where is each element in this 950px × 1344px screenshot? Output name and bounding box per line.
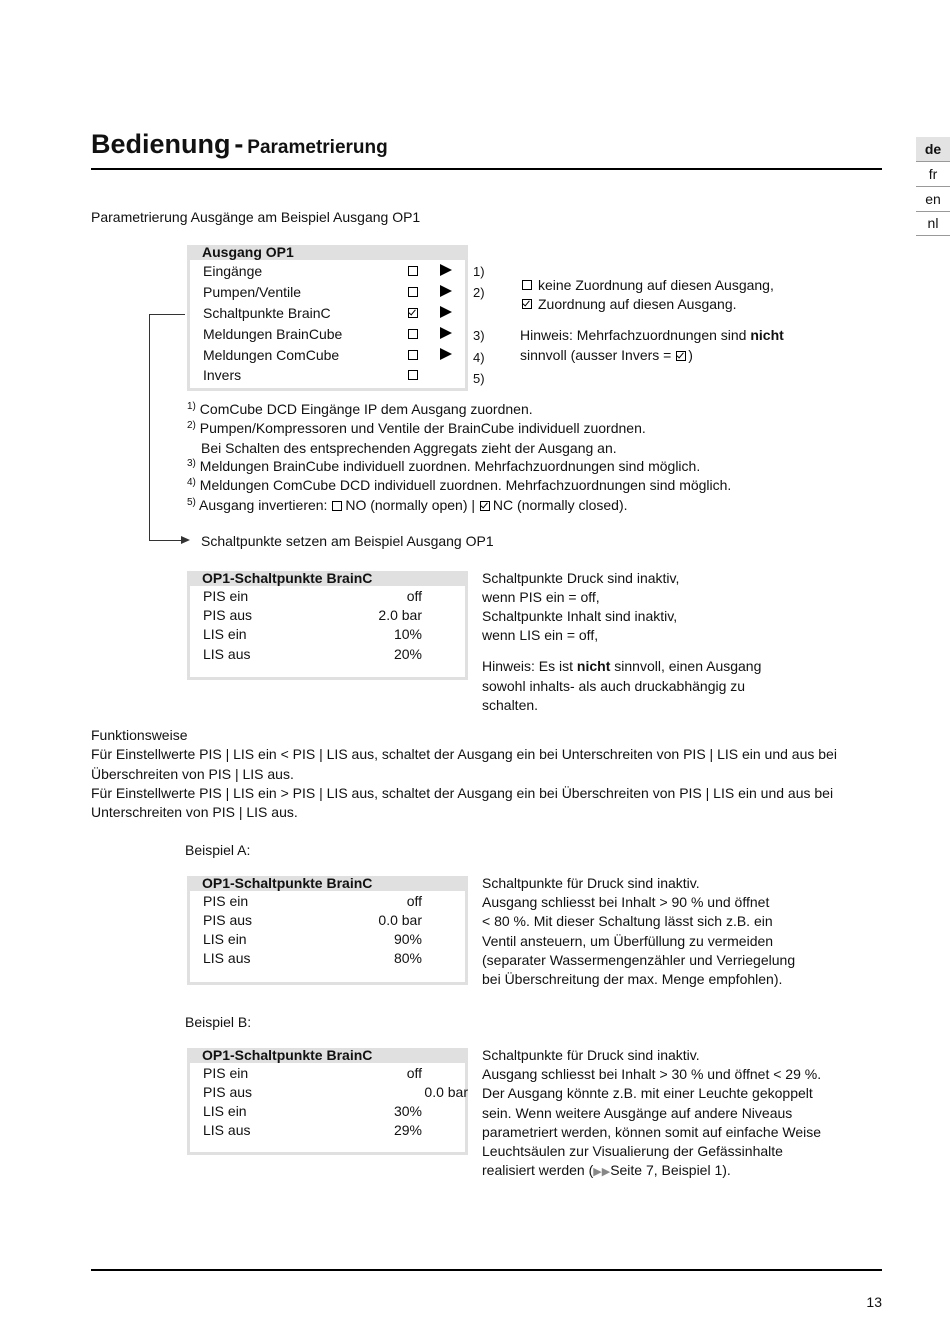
hint-text: Hinweis: Es ist bbox=[482, 658, 577, 674]
checkbox-checked-icon bbox=[479, 500, 493, 510]
note-line: sowohl inhalts- als auch druckabhängig zu bbox=[482, 677, 746, 694]
note-line: wenn LIS ein = off, bbox=[482, 627, 599, 643]
op1-row-label: Invers bbox=[203, 367, 242, 383]
op1-menu-title: Ausgang OP1 bbox=[190, 245, 465, 260]
page-number: 13 bbox=[866, 1294, 882, 1310]
note-line: wenn PIS ein = off, bbox=[482, 589, 600, 605]
checkbox-icon[interactable] bbox=[408, 329, 418, 339]
footnote bbox=[187, 497, 628, 513]
note-line: sein. Wenn weitere Ausgänge auf andere Niveaus bbox=[482, 1104, 793, 1121]
note-line: Ausgang schliesst bei Inhalt > 90 % und öffnet bbox=[482, 894, 770, 911]
note-line: Schaltpunkte Inhalt sind inaktiv, bbox=[482, 608, 678, 624]
ref-number: 2) bbox=[473, 285, 485, 300]
footnote bbox=[187, 401, 533, 417]
example-b-box bbox=[187, 1048, 468, 1155]
setpoint-value[interactable]: 29% bbox=[393, 1122, 422, 1138]
setpoint-label: PIS aus bbox=[203, 912, 253, 928]
hint-emphasis: nicht bbox=[750, 327, 784, 343]
intro-text: Parametrierung Ausgänge am Beispiel Ausgang OP1 bbox=[91, 209, 421, 225]
footnote-text: Bei Schalten des entsprechenden Aggregats zieht der Ausgang an. bbox=[201, 440, 617, 456]
section-heading: Funktionsweise bbox=[91, 727, 188, 743]
setpoint-value[interactable]: 90% bbox=[393, 931, 422, 947]
footnote bbox=[187, 420, 646, 436]
hint-multi-2 bbox=[520, 347, 693, 363]
note-line: Schaltpunkte für Druck sind inaktiv. bbox=[482, 875, 700, 891]
ref-number: 5) bbox=[473, 371, 485, 386]
setpoint-value[interactable]: 0.0 bar bbox=[424, 1084, 468, 1100]
setpoint-label: LIS aus bbox=[203, 1122, 251, 1138]
footnote bbox=[187, 458, 700, 474]
example-a-notes bbox=[482, 874, 795, 989]
checkbox-icon[interactable] bbox=[408, 370, 418, 380]
footnote-text: NC (normally closed). bbox=[492, 497, 628, 513]
lang-tab-fr[interactable]: fr bbox=[916, 162, 950, 187]
setpoint-value[interactable]: off bbox=[406, 893, 422, 909]
setpoint-value[interactable]: 20% bbox=[393, 646, 422, 662]
arrow-right-icon[interactable] bbox=[440, 348, 452, 360]
setpoint-value[interactable]: off bbox=[406, 588, 422, 604]
footnote-number: 3) bbox=[187, 458, 196, 469]
note-line: < 80 %. Mit dieser Schaltung lässt sich z.B. ein bbox=[482, 913, 773, 930]
legend-unchecked: keine Zuordnung auf diesen Ausgang, bbox=[538, 277, 774, 293]
note-line: Ventil ansteuern, um Überfüllung zu vermeiden bbox=[482, 932, 774, 949]
setpoint-value[interactable]: 80% bbox=[393, 950, 422, 966]
page-reference-link[interactable]: Seite 7, Beispiel 1). bbox=[610, 1162, 731, 1179]
setpoint-value[interactable]: 30% bbox=[393, 1103, 422, 1119]
setpoint-value[interactable]: 10% bbox=[393, 626, 422, 642]
footnote-text: Pumpen/Kompressoren und Ventile der BrainCube individuell zuordnen. bbox=[199, 420, 646, 436]
note-line: Ausgang schliesst bei Inhalt > 30 % und öffnet < 29 %. bbox=[482, 1066, 822, 1083]
paragraph-line: Unterschreiten von PIS | LIS aus. bbox=[91, 804, 298, 821]
setpoint-label: PIS aus bbox=[203, 1084, 253, 1100]
note-line bbox=[482, 657, 761, 677]
setpoint-label: LIS ein bbox=[203, 931, 247, 947]
footnote-text: NO (normally open) | bbox=[345, 497, 479, 513]
lang-tab-en[interactable]: en bbox=[916, 187, 950, 212]
checkbox-checked-icon bbox=[675, 350, 688, 360]
lang-tab-nl[interactable]: nl bbox=[916, 211, 950, 236]
title-sub: Parametrierung bbox=[247, 137, 388, 158]
paragraph-line: Für Einstellwerte PIS | LIS ein < PIS | LIS aus, schaltet der Ausgang ein bei Unterschreiten von PIS | LIS ein und aus bei bbox=[91, 746, 837, 763]
ref-number: 4) bbox=[473, 350, 485, 365]
footnote bbox=[187, 477, 731, 493]
footnote-text: ComCube DCD Eingänge IP dem Ausgang zuordnen. bbox=[199, 401, 533, 417]
op1-row-label: Pumpen/Ventile bbox=[203, 284, 302, 300]
setpoint-hint bbox=[482, 657, 761, 716]
header-rule bbox=[91, 168, 882, 170]
ref-number: 1) bbox=[473, 264, 485, 279]
connector-line bbox=[149, 540, 181, 541]
footnote-text: Meldungen BrainCube individuell zuordnen. Mehrfachzuordnungen sind möglich. bbox=[199, 458, 701, 474]
setpoint-value[interactable]: off bbox=[406, 1065, 422, 1081]
note-line: bei Überschreitung der max. Menge empfohlen). bbox=[482, 971, 783, 988]
connector-line bbox=[149, 314, 185, 315]
function-section bbox=[91, 726, 837, 822]
setpoint-box bbox=[187, 571, 468, 680]
note-line: Schaltpunkte für Druck sind inaktiv. bbox=[482, 1047, 700, 1063]
hint-emphasis: nicht bbox=[576, 658, 611, 674]
title-main: Bedienung bbox=[91, 129, 231, 159]
note-line: schalten. bbox=[482, 697, 539, 713]
setpoint-label: LIS aus bbox=[203, 646, 251, 662]
checkbox-icon bbox=[331, 500, 345, 510]
paragraph-line: Für Einstellwerte PIS | LIS ein > PIS | LIS aus, schaltet der Ausgang ein bei Überschreiten von PIS | LIS ein und aus bei bbox=[91, 784, 834, 801]
footnote-number: 4) bbox=[187, 477, 196, 488]
paragraph-line: Überschreiten von PIS | LIS aus. bbox=[91, 765, 294, 782]
setpoint-label: LIS aus bbox=[203, 950, 251, 966]
op1-menu-box bbox=[187, 245, 468, 391]
note-line: (separater Wassermengenzähler und Verriegelung bbox=[482, 951, 796, 968]
title-dash: - bbox=[234, 129, 244, 159]
setpoint-label: PIS ein bbox=[203, 588, 249, 604]
hint-text: sinnvoll, einen Ausgang bbox=[610, 658, 762, 674]
op1-row-label: Meldungen BrainCube bbox=[203, 326, 343, 342]
footnote-number: 1) bbox=[187, 401, 196, 412]
note-line bbox=[482, 1161, 821, 1182]
example-a-title: OP1-Schaltpunkte BrainC bbox=[190, 876, 465, 891]
example-b-label: Beispiel B: bbox=[185, 1014, 252, 1030]
checkbox-checked-icon[interactable] bbox=[408, 308, 418, 318]
op1-row-label: Meldungen ComCube bbox=[203, 347, 340, 363]
op1-row-label: Eingänge bbox=[203, 263, 263, 279]
setpoint-notes bbox=[482, 569, 679, 645]
arrow-right-icon[interactable] bbox=[440, 264, 452, 276]
setpoint-title: OP1-Schaltpunkte BrainC bbox=[190, 571, 465, 586]
example-a-box bbox=[187, 876, 468, 985]
footnote-number: 5) bbox=[187, 497, 196, 508]
note-line: Leuchtsäulen zur Visualierung der Gefässinhalte bbox=[482, 1143, 783, 1160]
lang-tab-de[interactable]: de bbox=[916, 137, 950, 162]
example-a-label: Beispiel A: bbox=[185, 842, 251, 858]
legend-checked: Zuordnung auf diesen Ausgang. bbox=[538, 296, 737, 312]
setpoint-label: LIS ein bbox=[203, 1103, 247, 1119]
hint-text: Hinweis: Mehrfachzuordnungen sind bbox=[520, 327, 751, 343]
note-line: Schaltpunkte Druck sind inaktiv, bbox=[482, 570, 680, 586]
note-line: parametriert werden, können somit auf einfache Weise bbox=[482, 1123, 822, 1140]
page-title bbox=[91, 129, 388, 160]
arrow-right-icon[interactable] bbox=[440, 327, 452, 339]
note-line: Der Ausgang könnte z.B. mit einer Leuchte gekoppelt bbox=[482, 1085, 813, 1102]
checkbox-icon[interactable] bbox=[408, 287, 418, 297]
op1-row-label: Schaltpunkte BrainC bbox=[203, 305, 331, 321]
arrow-head-icon bbox=[181, 536, 190, 544]
setpoint-value[interactable]: 0.0 bar bbox=[378, 912, 422, 928]
footnote-text: Meldungen ComCube DCD individuell zuordnen. Mehrfachzuordnungen sind möglich. bbox=[199, 477, 732, 493]
hint-multi bbox=[520, 327, 784, 343]
page-link-icon[interactable]: ▶▶ bbox=[593, 1166, 611, 1179]
connector-line bbox=[149, 314, 150, 541]
arrow-right-icon[interactable] bbox=[440, 306, 452, 318]
arrow-right-icon[interactable] bbox=[440, 285, 452, 297]
setpoint-intro: Schaltpunkte setzen am Beispiel Ausgang OP1 bbox=[201, 533, 494, 549]
hint-text: ) bbox=[688, 347, 693, 363]
checkbox-checked-icon bbox=[522, 299, 532, 309]
footnote-text: Ausgang invertieren: bbox=[199, 497, 332, 513]
footer-rule bbox=[91, 1269, 882, 1271]
setpoint-label: LIS ein bbox=[203, 626, 247, 642]
note-text: realisiert werden ( bbox=[482, 1162, 594, 1179]
checkbox-icon bbox=[522, 280, 532, 290]
setpoint-label: PIS ein bbox=[203, 1065, 249, 1081]
checkbox-icon[interactable] bbox=[408, 350, 418, 360]
footnote bbox=[201, 440, 617, 456]
example-b-notes bbox=[482, 1046, 821, 1182]
setpoint-label: PIS ein bbox=[203, 893, 249, 909]
example-b-title: OP1-Schaltpunkte BrainC bbox=[190, 1048, 465, 1063]
checkbox-icon[interactable] bbox=[408, 266, 418, 276]
setpoint-value[interactable]: 2.0 bar bbox=[378, 607, 422, 623]
hint-text: sinnvoll (ausser Invers = bbox=[520, 347, 676, 363]
ref-number: 3) bbox=[473, 328, 485, 343]
footnote-number: 2) bbox=[187, 420, 196, 431]
setpoint-label: PIS aus bbox=[203, 607, 253, 623]
